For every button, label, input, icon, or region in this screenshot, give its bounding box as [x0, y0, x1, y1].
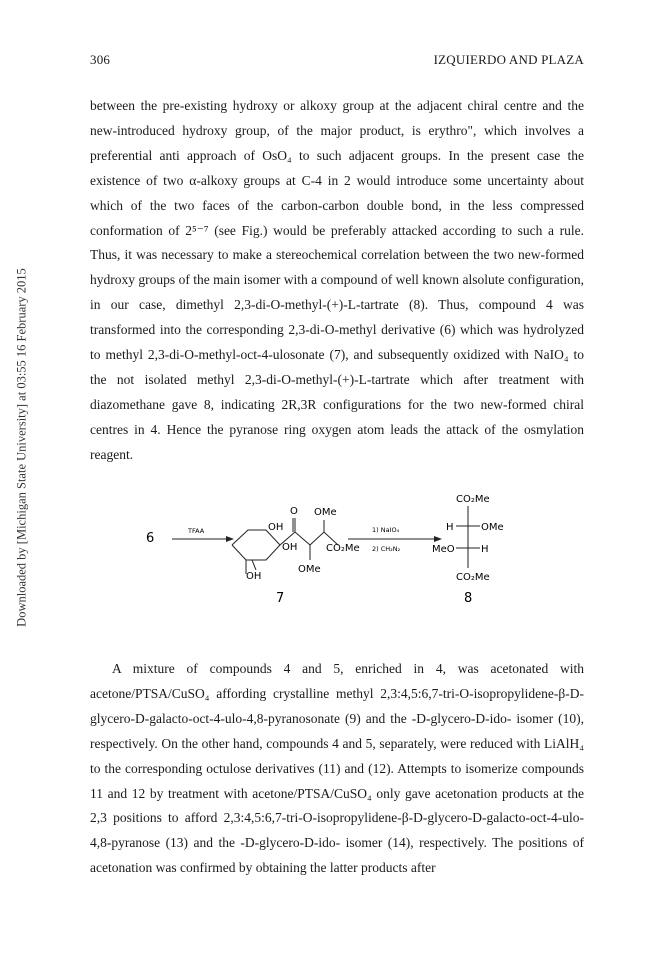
c7-co2me: CO₂Me: [326, 543, 360, 554]
c8-meo-left: MeO: [432, 544, 455, 555]
c7-oh-1: OH: [268, 522, 284, 533]
c7-ome-top: OMe: [314, 507, 337, 518]
c8-co2me-top: CO₂Me: [456, 494, 490, 505]
c7-oxo: O: [290, 506, 298, 517]
reagent-ch2n2: 2) CH₂N₂: [372, 545, 401, 553]
compound-7-label: 7: [276, 591, 285, 606]
compound-8-label: 8: [464, 591, 473, 606]
reaction-scheme: [130, 490, 610, 630]
compound-8-structure: [456, 506, 480, 568]
c8-h-left: H: [446, 522, 454, 533]
reagent-naio4: 1) NaIO₄: [372, 526, 400, 534]
c7-oh-3: OH: [246, 571, 262, 582]
arrow-1-head: [226, 536, 234, 542]
arrow-2-head: [434, 536, 442, 542]
running-header: [90, 52, 584, 68]
page-number: 306: [90, 52, 111, 67]
c7-ome-bottom: OMe: [298, 564, 321, 575]
download-watermark: Downloaded by [Michigan State University] at 03:55 16 February 2015: [14, 268, 29, 627]
c8-ome-right: OMe: [481, 522, 504, 533]
compound-6-label: 6: [146, 531, 155, 546]
c8-co2me-bottom: CO₂Me: [456, 572, 490, 583]
paragraph-2: A mixture of compounds 4 and 5, enriched in 4, was acetonated with acetone/PTSA/CuSO₄ affording crystalline methyl 2,3:4,5:6,7-tri-O-isopropylidene-β-D-glycero-D-galacto-oct-4-ulo-4,8-pyranosonate (9) and the -D-glycero-D-ido- isomer (10), respectively. On the other hand, compounds 4 and 5, separately, were reduced with LiAlH₄ to the corresponding octulose derivatives (11) and (12). Attempts to isomerize compounds 11 and 12 by treatment with acetone/PTSA/CuSO₄ only gave acetonation products at the 2,3 positions to afford 2,3:4,5:6,7-tri-O-isopropylidene-β-D-glycero-D-galacto-oct-4-ulo-4,8-pyranose (13) and the -D-glycero-D-ido- isomer (14), respectively. The positions of acetonation was confirmed by obtaining the latter products after: [90, 661, 584, 876]
c7-oh-2: OH: [282, 542, 298, 553]
paragraph-1: between the pre-existing hydroxy or alkoxy group at the adjacent chiral centre and the new-introduced hydroxy group, of the major product, is erythro", which involves a preferential anti approach of OsO₄ to such adjacent groups. In the present case the existence of two α-alkoxy groups at C-4 in 2 would introduce some uncertainty about which of the two faces of the carbon-carbon double bond, in the less compressed conformation of 2⁵⁻⁷ (see Fig.) would be preferably attacked according to such a rule. Thus, it was necessary to make a stereochemical correlation between the two new-formed hydroxy groups of the main isomer with a compound of well known alsolute configuration, in our case, dimethyl 2,3-di-O-methyl-(+)-L-tartrate (8). Thus, compound 4 was transformed into the corresponding 2,3-di-O-methyl derivative (6) which was hydrolyzed to methyl 2,3-di-O-methyl-oct-4-ulosonate (7), and subsequently oxidized with NaIO₄ to the not isolated methyl 2,3-di-O-methyl-(+)-L-tartrate which after treatment with diazomethane gave 8, indicating 2R,3R configurations for the two new-formed chiral centres in 4. Hence the pyranose ring oxygen atom leads the attack of the osmylation reagent.: [90, 98, 584, 462]
c8-h-right: H: [481, 544, 489, 555]
running-title: IZQUIERDO AND PLAZA: [433, 52, 584, 67]
reagent-tfaa: TFAA: [188, 527, 205, 535]
